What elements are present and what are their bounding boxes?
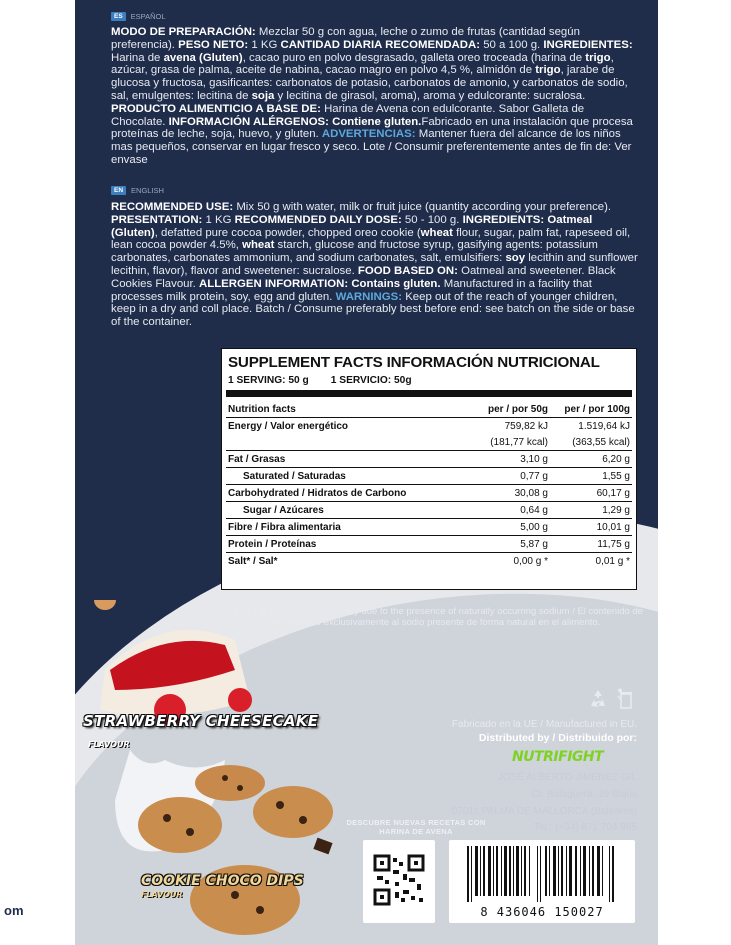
flag-en-icon: EN <box>111 186 126 195</box>
strawberry-image <box>228 688 252 712</box>
distributor-address: JOSÉ ALBERTO JIMENEZ GIL C/. Balaguera, 19 Bajos 07011 PALMA DE MALLORCA (Baleares) Tel.: (+34) 871 704 965 <box>451 772 637 834</box>
cookie-image <box>138 797 222 853</box>
english-text-block: RECOMMENDED USE: Mix 50 g with water, milk or fruit juice (quantity according your preference). PRESENTATION: 1 KG RECOMMENDED DAILY DOSE: 50 - 100 g. INGREDIENTS: Oatmeal (Gluten), defatted pure cocoa powder, chopped oreo cookie (wheat flour, sugar, palm fat, rapeseed oil, lean cocoa powder 4.5%, wheat starch, glucose and fructose syrup, gasifying agents: potassium carbonates, carbonates ammonium, and sodium carbonates, salt, emulsifiers: soy lecithin and sunflower lecithin, flavor), flavor and sweetener: sucralose. FOOD BASED ON: Oatmeal and sweetener. Black Cookies Flavour. ALLERGEN INFORMATION: Contains gluten. Manufactured in a facility that processes milk protein, soy, egg and gluten. WARNINGS: Keep out of the reach of younger children, keep in a dry and coll place. Batch / Consume preferably best before end: see batch on the side or base of the container. <box>111 201 638 329</box>
left-margin <box>0 0 75 945</box>
recipes-caption: DESCUBRE NUEVAS RECETAS CON HARINA DE AVENA <box>346 818 486 836</box>
barcode-number: 8 436046 150027 <box>480 905 604 919</box>
flavour-cookie-title: COOKIE CHOCO DIPS <box>141 873 304 889</box>
side-url-fragment: om <box>4 903 24 918</box>
lang-name-es: ESPAÑOL <box>130 12 166 21</box>
table-row: Fibre / Fibra alimentaria 5,00 g 10,01 g <box>226 519 632 536</box>
chocolate-chunk-image <box>313 838 332 855</box>
food-illustrations <box>75 600 335 945</box>
cookie-image <box>253 786 333 838</box>
barcode <box>449 840 635 923</box>
nutrifight-logo: NUTRIFIGHT <box>512 749 604 765</box>
hazelnut-image <box>94 600 116 610</box>
table-row: Fat / Grasas 3,10 g 6,20 g <box>226 451 632 468</box>
qr-code[interactable] <box>363 840 435 923</box>
cookie-image <box>195 765 265 801</box>
bin-icon <box>616 688 636 710</box>
flavour-cookie-sub: FLAVOUR <box>141 890 183 899</box>
table-row: Sugar / Azúcares 0,64 g 1,29 g <box>226 502 632 519</box>
label-panel <box>75 0 658 945</box>
salt-footnote: * The salt content is exclusively due to the presence of naturally occurring sodium / El contenido de sal obedece exclusivamente al sodio presente de forma natural en el alimento. <box>227 606 643 628</box>
recycle-icon <box>588 688 608 710</box>
flavour-strawberry-title: STRAWBERRY CHEESECAKE <box>83 712 319 730</box>
table-row: Energy / Valor energético 759,82 kJ 1.519,64 kJ <box>226 418 632 435</box>
lang-tag-en <box>111 186 164 195</box>
recycle-icons <box>588 688 636 710</box>
lang-tag-es <box>111 12 166 21</box>
table-row: Protein / Proteínas 5,87 g 11,75 g <box>226 536 632 553</box>
facts-divider <box>226 390 632 397</box>
manufacturer-info: Fabricado en la UE / Manufactured in EU. Distributed by / Distribuido por: <box>451 719 637 744</box>
right-margin <box>658 0 731 945</box>
table-row: Carbohydrated / Hidratos de Carbono 30,08 g 60,17 g <box>226 485 632 502</box>
table-row: (181,77 kcal) (363,55 kcal) <box>490 436 630 448</box>
flag-es-icon: ES <box>111 12 126 21</box>
serving-size: 1 SERVING: 50 g 1 SERVICIO: 50g <box>228 375 412 386</box>
nutrition-table <box>226 401 632 569</box>
table-row: Salt* / Sal* 0,00 g * 0,01 g * <box>226 553 632 570</box>
spanish-text-block: MODO DE PREPARACIÓN: Mezclar 50 g con agua, leche o zumo de frutas (cantidad según preferencia). PESO NETO: 1 KG CANTIDAD DIARIA RECOMENDADA: 50 a 100 g. INGREDIENTES: Harina de avena (Gluten), cacao puro en polvo desgrasado, galleta oreo troceada (harina de trigo, azúcar, grasa de palma, aceite de nabina, cacao magro en polvo 4,5 %, almidón de trigo, jarabe de glucosa y fructosa, gasificantes: carbonatos de potasio, carbonatos de amonio, y carbonatos de sodio, sal, emulgentes: lecitina de soja y lecitina de girasol, aroma), aroma y edulcorante: sucralosa. PRODUCTO ALIMENTICIO A BASE DE: Harina de Avena con edulcorante. Sabor Galleta de Chocolate. INFORMACIÓN ALÉRGENOS: Contiene gluten.Fabricado en una instalación que procesa proteínas de leche, soja, huevo, y gluten. ADVERTENCIAS: Mantener fuera del alcance de los niños mas pequeños, conservar en lugar fresco y seco. Lote / Consumir preferentemente antes de fin de: Ver envase <box>111 26 633 166</box>
table-row: Saturated / Saturadas 0,77 g 1,55 g <box>226 468 632 485</box>
facts-title: SUPPLEMENT FACTS INFORMACIÓN NUTRICIONAL <box>228 354 600 371</box>
table-header-row: Nutrition facts per / por 50g per / por 100g <box>228 403 630 415</box>
flavour-strawberry-sub: FLAVOUR <box>88 740 130 749</box>
lang-name-en: ENGLISH <box>131 186 164 195</box>
supplement-facts-panel <box>221 348 637 590</box>
